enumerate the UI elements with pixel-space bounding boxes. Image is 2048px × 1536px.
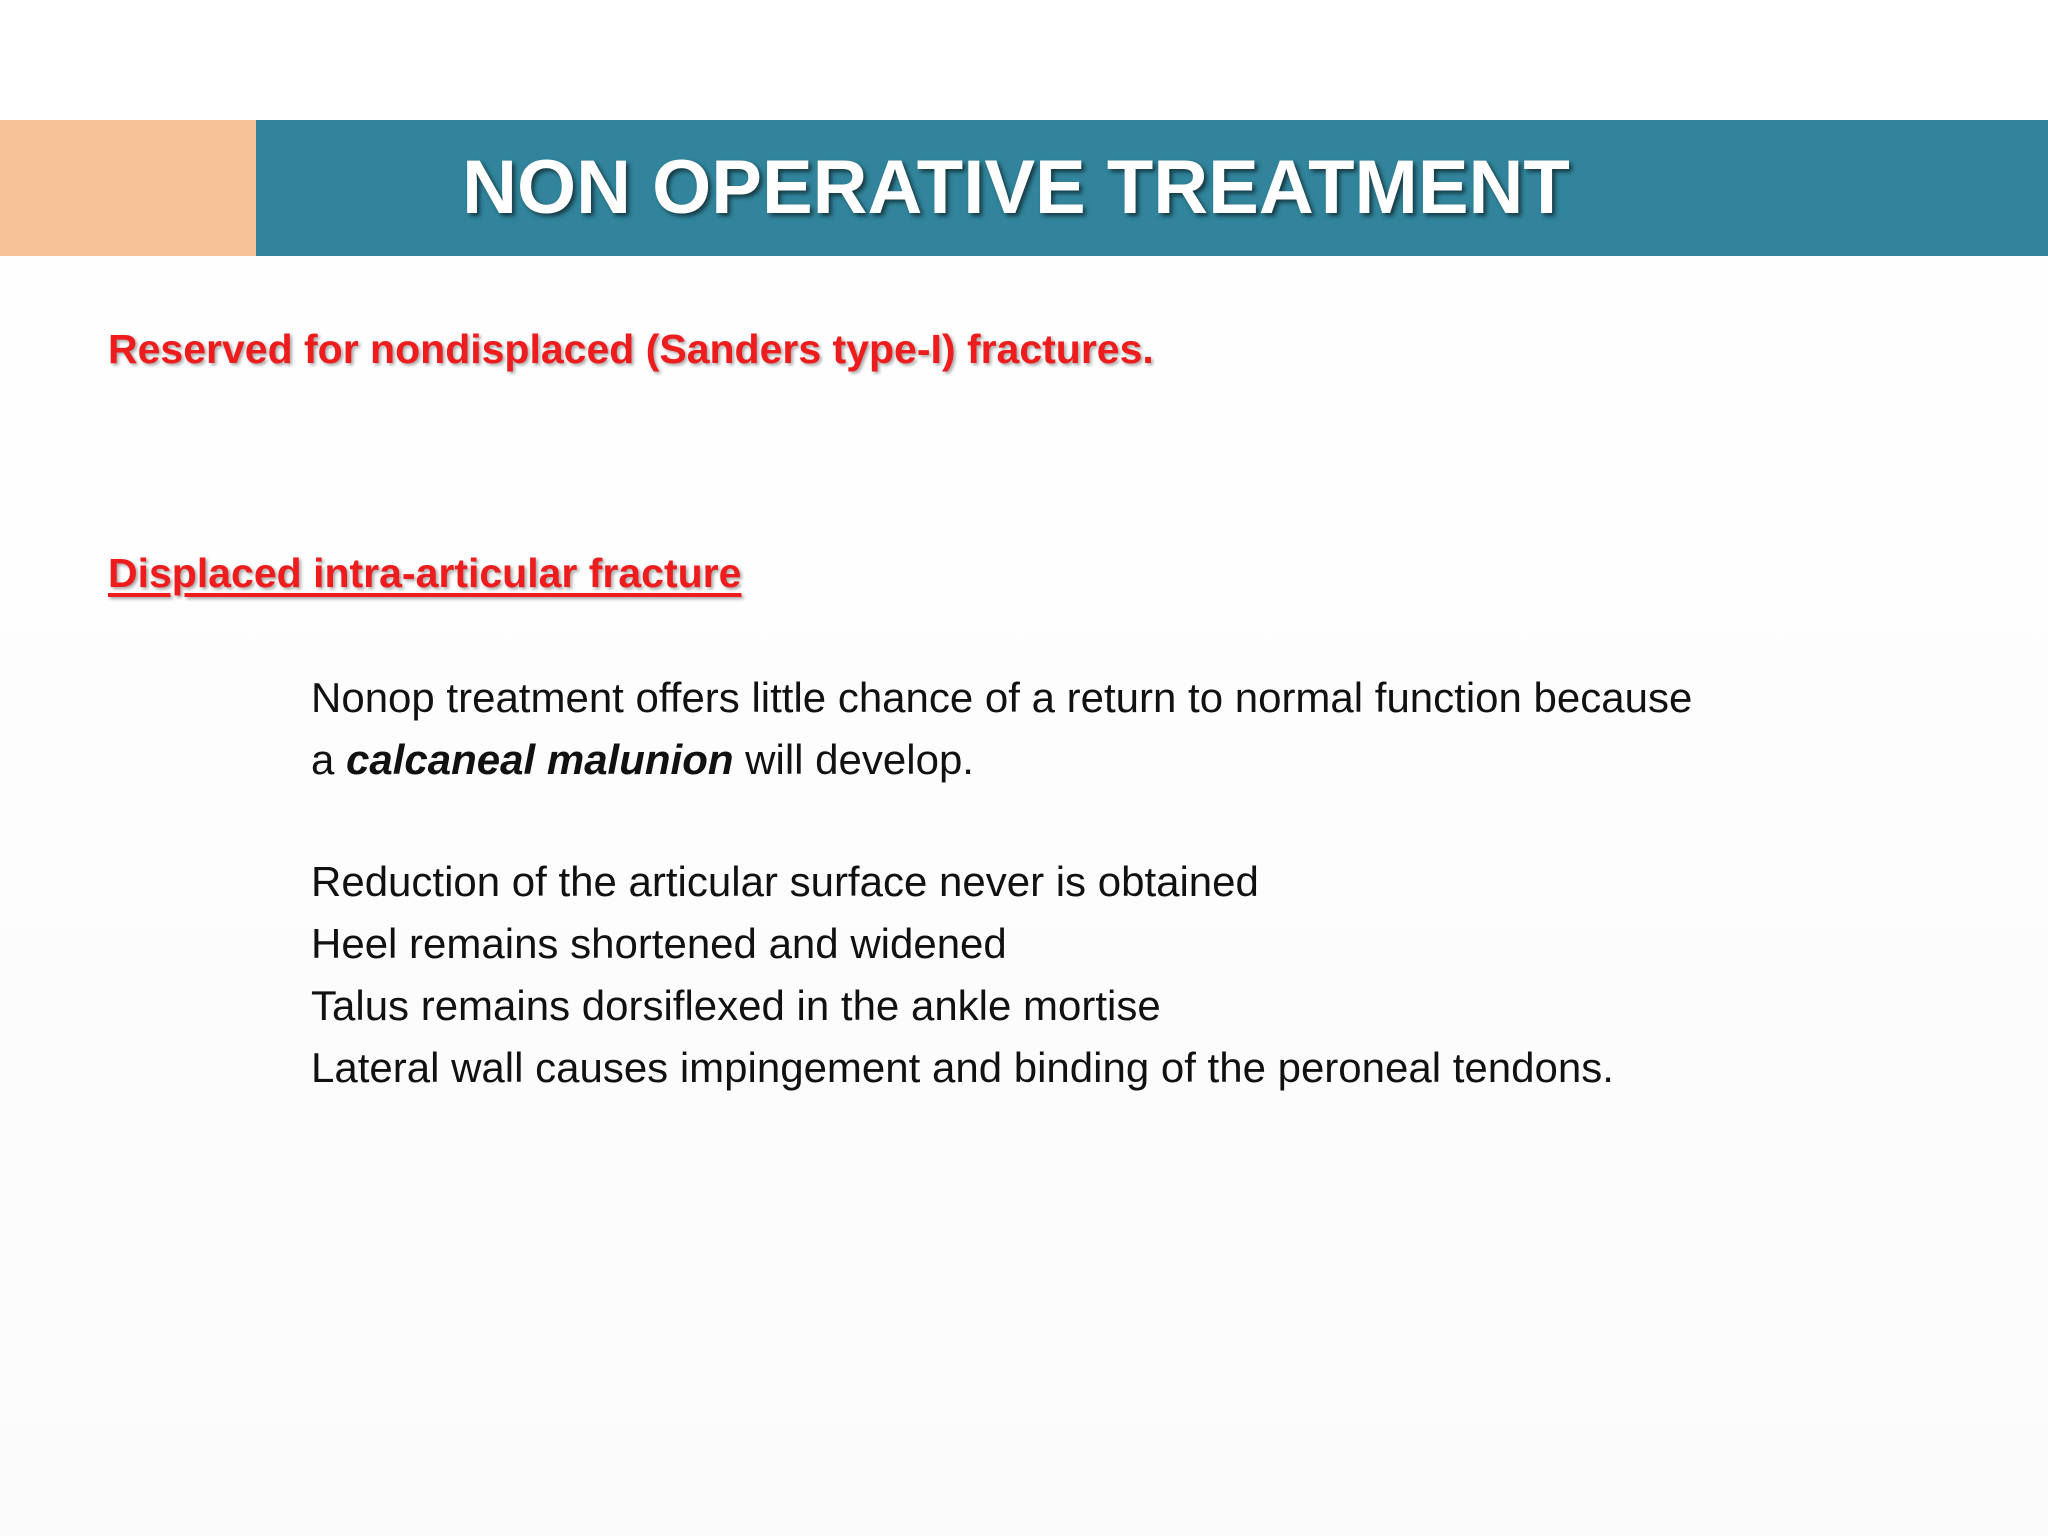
banner-accent-block xyxy=(0,120,256,256)
consequence-item: Lateral wall causes impingement and binding of the peroneal tendons. xyxy=(311,1044,1614,1091)
consequence-item: Talus remains dorsiflexed in the ankle mortise xyxy=(311,982,1161,1029)
consequence-item: Reduction of the articular surface never is obtained xyxy=(311,858,1259,905)
reserved-indication-text: Reserved for nondisplaced (Sanders type-I) fractures. xyxy=(108,326,1154,372)
title-banner xyxy=(0,120,2048,256)
paragraph-line-1: Nonop treatment offers little chance of a return to normal function because xyxy=(311,674,1693,721)
paragraph-line-2-prefix: a xyxy=(311,736,347,783)
consequence-item: Heel remains shortened and widened xyxy=(311,920,1007,967)
calcaneal-malunion-emphasis: calcaneal malunion xyxy=(346,736,734,783)
displaced-fracture-heading: Displaced intra-articular fracture xyxy=(108,550,742,596)
nonop-outcome-paragraph xyxy=(311,667,1991,791)
paragraph-line-2 xyxy=(311,729,1991,791)
slide-title: NON OPERATIVE TREATMENT xyxy=(462,145,1570,230)
paragraph-line-2-suffix: will develop. xyxy=(733,736,974,783)
consequences-list xyxy=(311,851,1991,1099)
